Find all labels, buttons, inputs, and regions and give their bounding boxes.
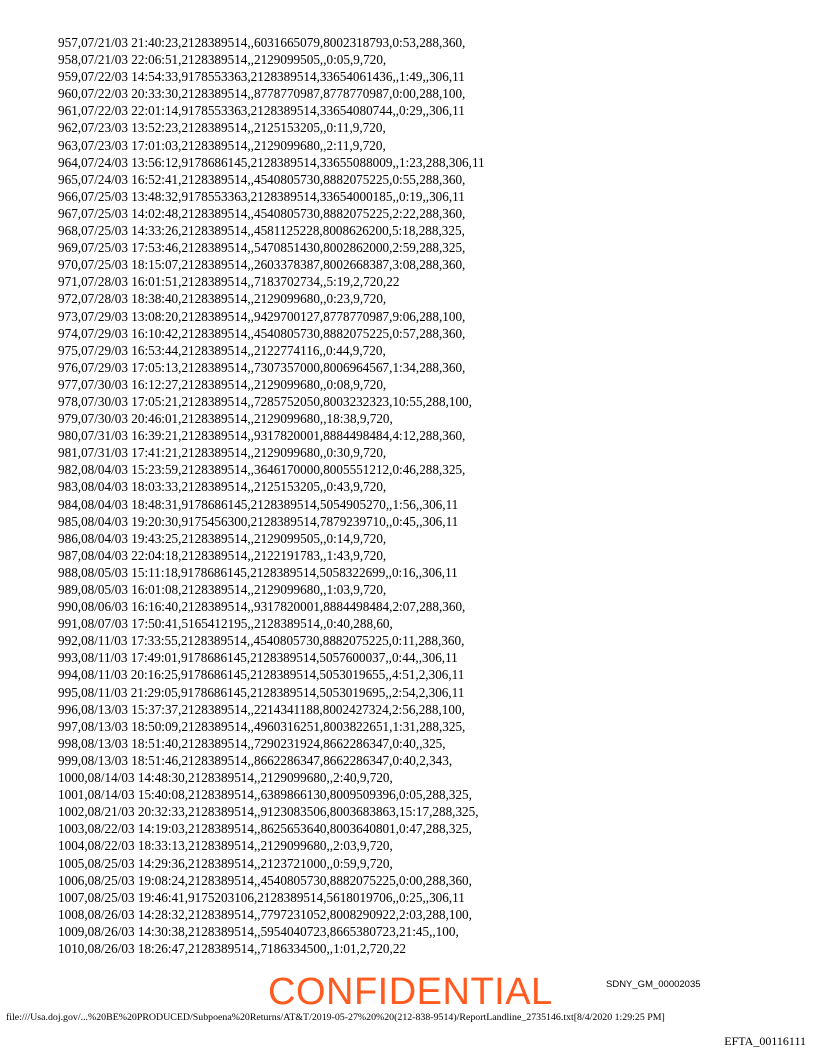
call-record-line: 968,07/25/03 14:33:26,2128389514,,4581125228,8008626200,5:18,288,325,	[58, 223, 465, 239]
call-record-line: 959,07/22/03 14:54:33,9178553363,2128389514,33654061436,,1:49,,306,11	[58, 69, 465, 85]
call-record-line: 1002,08/21/03 20:32:33,2128389514,,9123083506,8003683863,15:17,288,325,	[58, 804, 479, 820]
call-record-line: 998,08/13/03 18:51:40,2128389514,,7290231924,8662286347,0:40,,325,	[58, 735, 446, 751]
call-record-line: 984,08/04/03 18:48:31,9178686145,2128389514,5054905270,,1:56,,306,11	[58, 496, 459, 512]
call-record-line: 1010,08/26/03 18:26:47,2128389514,,7186334500,,1:01,2,720,22	[58, 940, 407, 956]
call-record-line: 1006,08/25/03 19:08:24,2128389514,,4540805730,8882075225,0:00,288,360,	[58, 872, 472, 888]
call-record-line: 977,07/30/03 16:12:27,2128389514,,2129099680,,0:08,9,720,	[58, 376, 387, 392]
call-record-line: 972,07/28/03 18:38:40,2128389514,,2129099680,,0:23,9,720,	[58, 291, 387, 307]
call-record-line: 973,07/29/03 13:08:20,2128389514,,9429700127,8778770987,9:06,288,100,	[58, 308, 466, 324]
call-record-line: 981,07/31/03 17:41:21,2128389514,,2129099680,,0:30,9,720,	[58, 445, 387, 461]
call-record-line: 1007,08/25/03 19:46:41,9175203106,2128389514,5618019706,,0:25,,306,11	[58, 889, 465, 905]
call-record-line: 995,08/11/03 21:29:05,9178686145,2128389514,5053019695,,2:54,2,306,11	[58, 684, 465, 700]
call-record-line: 974,07/29/03 16:10:42,2128389514,,4540805730,8882075225,0:57,288,360,	[58, 325, 466, 341]
call-record-line: 979,07/30/03 20:46:01,2128389514,,2129099680,,18:38,9,720,	[58, 411, 393, 427]
call-record-line: 976,07/29/03 17:05:13,2128389514,,7307357000,8006964567,1:34,288,360,	[58, 359, 466, 375]
call-record-line: 969,07/25/03 17:53:46,2128389514,,5470851430,8002862000,2:59,288,325,	[58, 240, 466, 256]
call-record-line: 962,07/23/03 13:52:23,2128389514,,2125153205,,0:11,9,720,	[58, 120, 386, 136]
call-record-line: 978,07/30/03 17:05:21,2128389514,,7285752050,8003232323,10:55,288,100,	[58, 393, 472, 409]
call-record-line: 1005,08/25/03 14:29:36,2128389514,,2123721000,,0:59,9,720,	[58, 855, 393, 871]
call-record-line: 989,08/05/03 16:01:08,2128389514,,2129099680,,1:03,9,720,	[58, 582, 387, 597]
call-record-line: 965,07/24/03 16:52:41,2128389514,,4540805730,8882075225,0:55,288,360,	[58, 171, 466, 187]
call-record-line: 957,07/21/03 21:40:23,2128389514,,6031665079,8002318793,0:53,288,360,	[58, 35, 466, 50]
call-record-line: 958,07/21/03 22:06:51,2128389514,,2129099505,,0:05,9,720,	[58, 52, 387, 68]
call-record-line: 971,07/28/03 16:01:51,2128389514,,7183702734,,5:19,2,720,22	[58, 274, 400, 290]
bates-number: SDNY_GM_00002035	[606, 979, 701, 990]
call-record-line: 966,07/25/03 13:48:32,9178553363,2128389514,33654000185,,0:19,,306,11	[58, 188, 465, 204]
call-record-line: 994,08/11/03 20:16:25,9178686145,2128389514,5053019655,,4:51,2,306,11	[58, 667, 465, 683]
call-record-line: 1003,08/22/03 14:19:03,2128389514,,8625653640,8003640801,0:47,288,325,	[58, 821, 472, 837]
file-path-footer: file:///Usa.doj.gov/...%20BE%20PRODUCED/Subpoena%20Returns/AT&T/2019-05-27%20%20(212-838-9514)/ReportLandline_2735146.txt[8/4/2020 1:29:25 PM]	[6, 1012, 665, 1023]
efta-number: EFTA_00116111	[724, 1034, 806, 1048]
call-record-line: 1000,08/14/03 14:48:30,2128389514,,2129099680,,2:40,9,720,	[58, 770, 393, 786]
call-record-line: 983,08/04/03 18:03:33,2128389514,,2125153205,,0:43,9,720,	[58, 479, 387, 495]
call-record-line: 1001,08/14/03 15:40:08,2128389514,,6389866130,8009509396,0:05,288,325,	[58, 787, 472, 803]
call-record-line: 963,07/23/03 17:01:03,2128389514,,2129099680,,2:11,9,720,	[58, 137, 386, 153]
call-record-line: 993,08/11/03 17:49:01,9178686145,2128389514,5057600037,,0:44,,306,11	[58, 650, 458, 666]
call-record-line: 992,08/11/03 17:33:55,2128389514,,4540805730,8882075225,0:11,288,360,	[58, 633, 465, 649]
call-record-line: 975,07/29/03 16:53:44,2128389514,,2122774116,,0:44,9,720,	[58, 342, 386, 358]
call-record-line: 961,07/22/03 22:01:14,9178553363,2128389514,33654080744,,0:29,,306,11	[58, 103, 465, 119]
call-record-line: 964,07/24/03 13:56:12,9178686145,2128389514,33655088009,,1:23,288,306,11	[58, 154, 485, 170]
call-record-line: 982,08/04/03 15:23:59,2128389514,,3646170000,8005551212,0:46,288,325,	[58, 462, 466, 478]
call-record-line: 970,07/25/03 18:15:07,2128389514,,2603378387,8002668387,3:08,288,360,	[58, 257, 466, 273]
call-record-line: 1009,08/26/03 14:30:38,2128389514,,5954040723,8665380723,21:45,,100,	[58, 923, 459, 939]
call-record-line: 996,08/13/03 15:37:37,2128389514,,2214341188,8002427324,2:56,288,100,	[58, 701, 465, 717]
call-record-line: 1008,08/26/03 14:28:32,2128389514,,7797231052,8008290922,2:03,288,100,	[58, 906, 472, 922]
call-record-line: 990,08/06/03 16:16:40,2128389514,,9317820001,8884498484,2:07,288,360,	[58, 599, 466, 615]
call-record-line: 1004,08/22/03 18:33:13,2128389514,,2129099680,,2:03,9,720,	[58, 838, 393, 854]
call-record-line: 960,07/22/03 20:33:30,2128389514,,8778770987,8778770987,0:00,288,100,	[58, 86, 466, 102]
call-record-list	[58, 34, 485, 957]
call-record-line: 999,08/13/03 18:51:46,2128389514,,8662286347,8662286347,0:40,2,343,	[58, 752, 453, 768]
confidential-stamp: CONFIDENTIAL	[268, 971, 553, 1013]
call-record-line: 986,08/04/03 19:43:25,2128389514,,2129099505,,0:14,9,720,	[58, 530, 387, 546]
call-record-line: 967,07/25/03 14:02:48,2128389514,,4540805730,8882075225,2:22,288,360,	[58, 205, 466, 221]
call-record-line: 985,08/04/03 19:20:30,9175456300,2128389514,7879239710,,0:45,,306,11	[58, 513, 459, 529]
call-record-line: 980,07/31/03 16:39:21,2128389514,,9317820001,8884498484,4:12,288,360,	[58, 428, 466, 444]
call-record-line: 997,08/13/03 18:50:09,2128389514,,4960316251,8003822651,1:31,288,325,	[58, 718, 466, 734]
call-record-line: 988,08/05/03 15:11:18,9178686145,2128389514,5058322699,,0:16,,306,11	[58, 564, 458, 580]
call-record-line: 991,08/07/03 17:50:41,5165412195,,2128389514,,0:40,288,60,	[58, 616, 393, 632]
call-record-line: 987,08/04/03 22:04:18,2128389514,,2122191783,,1:43,9,720,	[58, 547, 387, 563]
